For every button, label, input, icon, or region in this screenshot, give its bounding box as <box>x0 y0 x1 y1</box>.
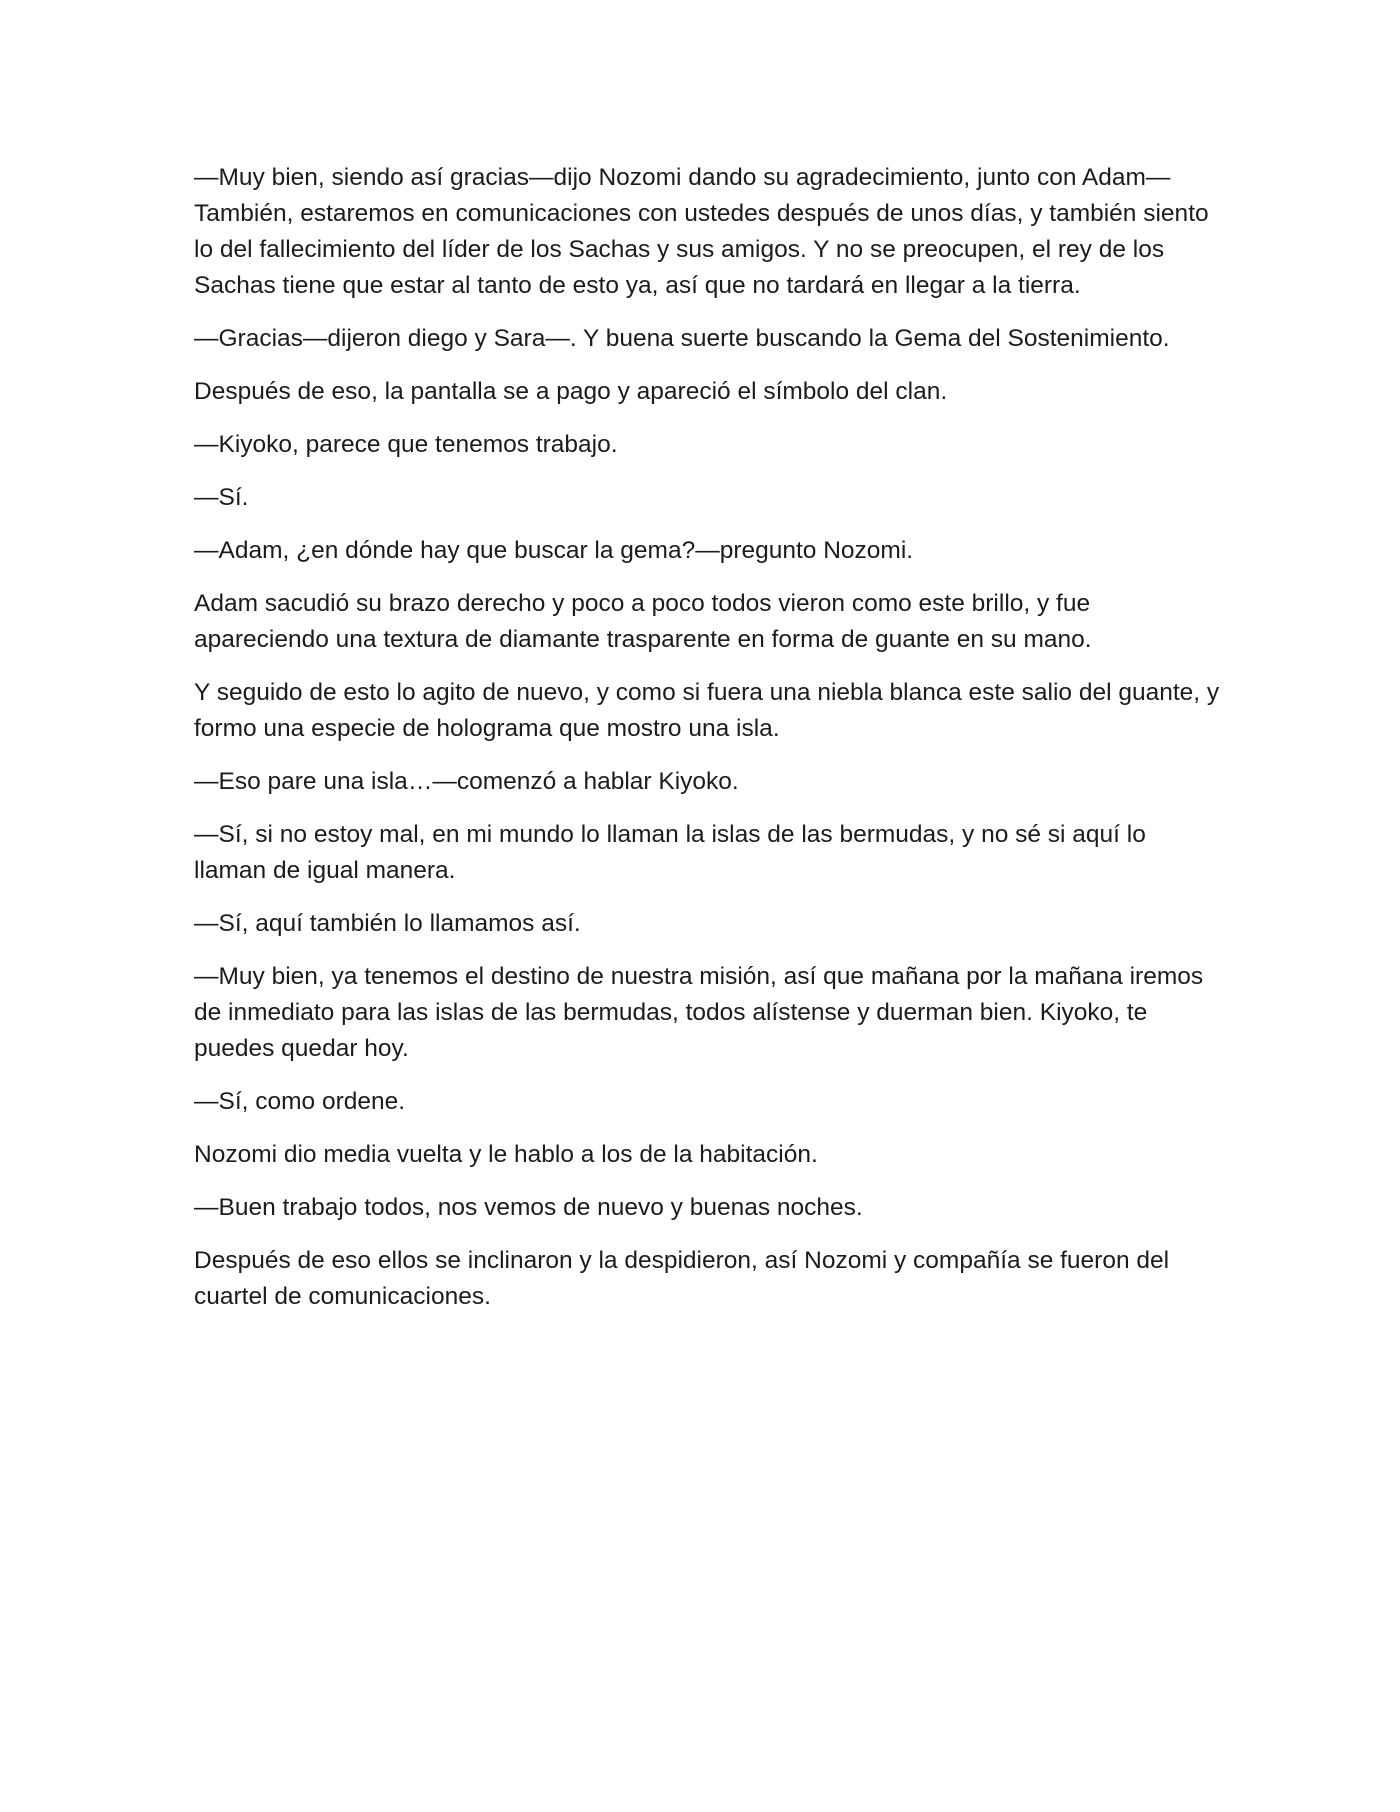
document-body <box>194 160 1224 1332</box>
paragraph: Adam sacudió su brazo derecho y poco a poco todos vieron como este brillo, y fue apareciendo una textura de diamante trasparente en forma de guante en su mano. <box>194 590 1092 653</box>
paragraph: —Buen trabajo todos, nos vemos de nuevo y buenas noches. <box>194 1194 863 1221</box>
paragraph: —Adam, ¿en dónde hay que buscar la gema?—pregunto Nozomi. <box>194 537 914 564</box>
paragraph: —Sí. <box>194 484 249 511</box>
paragraph: —Muy bien, ya tenemos el destino de nuestra misión, así que mañana por la mañana iremos de inmediato para las islas de las bermudas, todos alístense y duerman bien. Kiyoko, te puedes quedar hoy. <box>194 963 1204 1062</box>
paragraph: —Eso pare una isla…—comenzó a hablar Kiyoko. <box>194 768 739 795</box>
paragraph: —Sí, aquí también lo llamamos así. <box>194 910 581 937</box>
paragraph: —Muy bien, siendo así gracias—dijo Nozomi dando su agradecimiento, junto con Adam—También, estaremos en comunicaciones con ustedes después de unos días, y también siento lo del fallecimiento del líder de los Sachas y sus amigos. Y no se preocupen, el rey de los Sachas tiene que estar al tanto de esto ya, así que no tardará en llegar a la tierra. <box>194 164 1209 299</box>
paragraph: —Gracias—dijeron diego y Sara—. Y buena suerte buscando la Gema del Sostenimiento. <box>194 325 1170 352</box>
paragraph: —Sí, si no estoy mal, en mi mundo lo llaman la islas de las bermudas, y no sé si aquí lo llaman de igual manera. <box>194 821 1146 884</box>
paragraph: —Kiyoko, parece que tenemos trabajo. <box>194 431 618 458</box>
paragraph: Nozomi dio media vuelta y le hablo a los de la habitación. <box>194 1141 818 1168</box>
paragraph: Y seguido de esto lo agito de nuevo, y como si fuera una niebla blanca este salio del guante, y formo una especie de holograma que mostro una isla. <box>194 679 1220 742</box>
paragraph: Después de eso ellos se inclinaron y la despidieron, así Nozomi y compañía se fueron del cuartel de comunicaciones. <box>194 1247 1170 1310</box>
paragraph: —Sí, como ordene. <box>194 1088 406 1115</box>
paragraph: Después de eso, la pantalla se a pago y apareció el símbolo del clan. <box>194 378 948 405</box>
